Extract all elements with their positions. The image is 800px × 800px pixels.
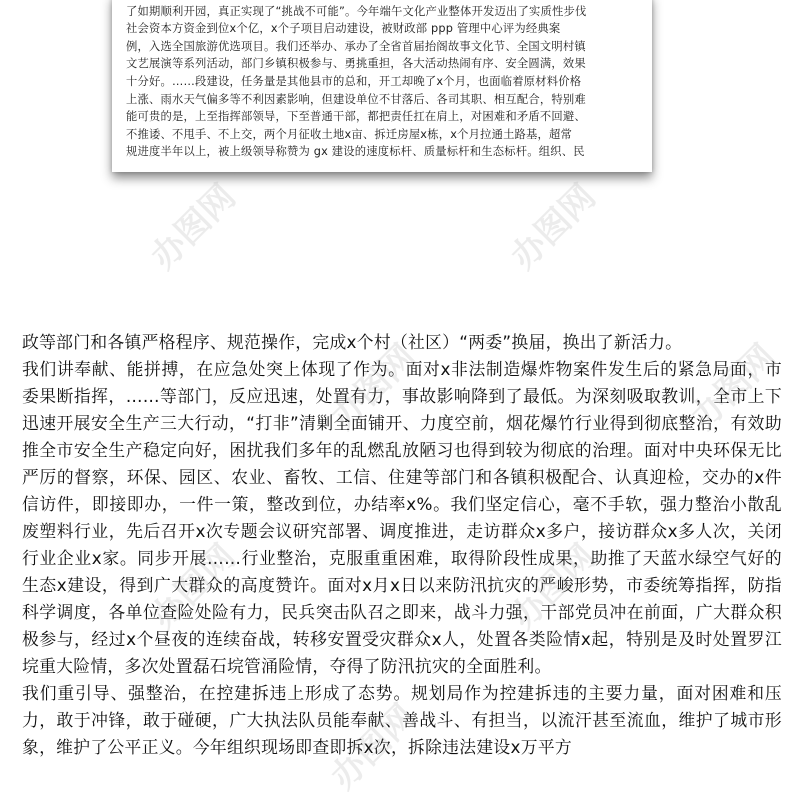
card-text: [126, 0, 638, 161]
card-line: 不推诿、不甩手、不上交，两个月征收土地x亩、拆迁房屋x栋，x个月拉通土路基，超常: [126, 127, 573, 141]
document-image-card: [112, 0, 652, 172]
card-line: 能可贵的是，上至指挥部领导，下至普通干部，都把责任扛在肩上，对困难和矛盾不回避、: [126, 110, 586, 124]
watermark: 办图网: [143, 176, 244, 278]
watermark: 办图网: [503, 176, 604, 278]
watermark: 办图网: [503, 536, 604, 638]
card-line: 十分好。……段建设，任务量是其他县市的总和，开工却晚了x个月，也面临着原材料价格: [126, 74, 582, 88]
body-paragraph: 政等部门和各镇严格程序、规范操作，完成x个村（社区）“两委”换届，换出了新活力。: [22, 332, 683, 352]
body-paragraph: 我们重引导、强整治，在控建拆违上形成了态势。规划局作为控建拆违的主要力量，面对困难和压力，敢于冲锋，敢于碰硬，广大执法队员能奉献、善战斗、有担当，以流汗甚至流血，维护了城市形象，维护了公平正义。今年组织现场即查即拆x次，拆除违法建设x万平方: [22, 683, 782, 757]
watermark: 办图网: [323, 696, 424, 798]
card-line: 了如期顺利开园，真正实现了“挑战不可能”。今年端午文化产业整体开发迈出了实质性步伐: [126, 4, 587, 18]
card-line: 规进度半年以上，被上级领导称赞为 gx 建设的速度标杆、质量标杆和生态标杆。组织、民: [126, 145, 585, 159]
document-body: [22, 329, 782, 761]
body-paragraph: 我们讲奉献、能拼搏，在应急处突上体现了作为。面对x非法制造爆炸物案件发生后的紧急局面，市委果断指挥，……等部门，反应迅速，处置有力，事故影响降到了最低。为深刻吸取教训，全市上下迅速开展安全生产三大行动，“打非”清剿全面铺开、力度空前，烟花爆竹行业得到彻底整治，有效助推全市安全生产稳定向好，困扰我们多年的乱燃乱放陋习也得到较为彻底的治理。面对中央环保无比严厉的督察，环保、园区、农业、畜牧、工信、住建等部门和各镇积极配合、认真迎检，交办的x件信访件，即接即办，一件一策，整改到位，办结率x%。我们坚定信心，毫不手软，强力整治小散乱废塑料行业，先后召开x次专题会议研究部署、调度推进，走访群众x多户，接访群众x多人次，关闭行业企业x家。同步开展……行业整治，克服重重困难，取得阶段性成果，助推了天蓝水绿空气好的生态x建设，得到广大群众的高度赞许。面对x月x日以来防汛抗灾的严峻形势，市委统筹指挥，防指科学调度，各单位查险处险有力，民兵突击队召之即来，战斗力强，干部党员冲在前面，广大群众积极参与，经过x个昼夜的连续奋战，转移安置受灾群众x人，处置各类险情x起，特别是及时处置罗江垸重大险情，多次处置磊石垸管涌险情，夺得了防汛抗灾的全面胜利。: [22, 359, 782, 676]
watermark: 办图网: [683, 336, 784, 438]
card-line: 文艺展演等系列活动，部门乡镇积极参与、勇挑重担，各大活动热闹有序、安全圆满，效果: [126, 57, 586, 71]
card-line: 社会资本方资金到位x个亿，x个子项目启动建设，被财政部 ppp 管理中心评为经典案: [126, 22, 561, 36]
watermark: 办图网: [143, 536, 244, 638]
card-line: 上涨、雨水天气偏多等不利因素影响，但建设单位不甘落后、各司其职、相互配合，特别难: [126, 92, 586, 106]
card-line: 例，入选全国旅游优选项目。我们还举办、承办了全省首届抬阁故事文化节、全国文明村镇: [126, 39, 586, 53]
watermark: 办图网: [323, 336, 424, 438]
